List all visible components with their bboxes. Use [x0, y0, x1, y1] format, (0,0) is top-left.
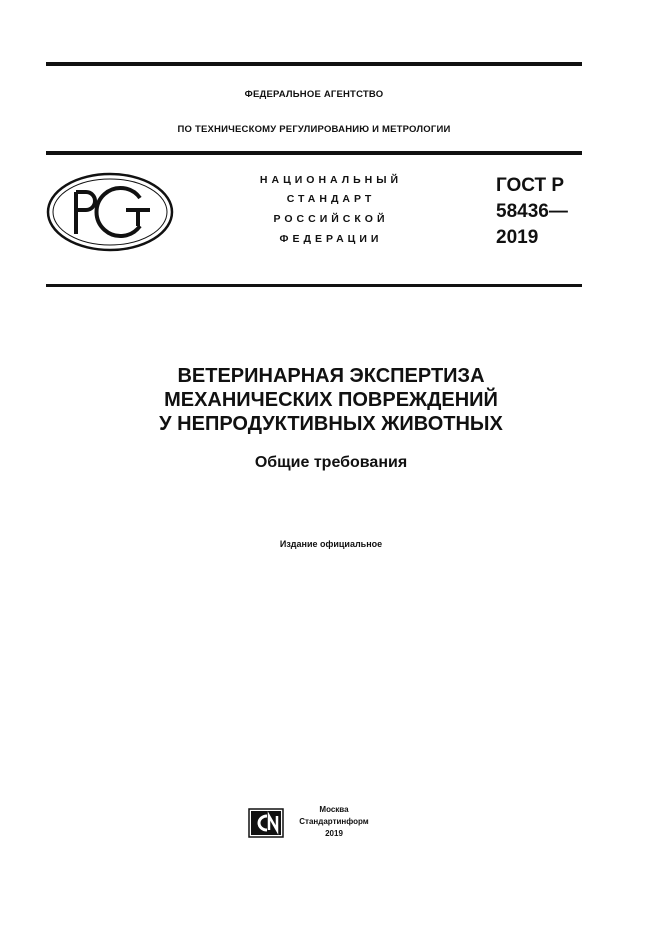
- title-line-2: МЕХАНИЧЕСКИХ ПОВРЕЖДЕНИЙ: [164, 389, 498, 411]
- publisher-name: Стандартинформ: [299, 817, 369, 826]
- designation-line-3: 2019: [496, 227, 539, 248]
- title-line-3: У НЕПРОДУКТИВНЫХ ЖИВОТНЫХ: [159, 413, 503, 435]
- block-rule: [46, 284, 582, 287]
- designation-line-2: 58436—: [496, 201, 568, 222]
- designation-line-1: ГОСТ Р: [496, 175, 565, 196]
- standard-line-3: РОССИЙСКОЙ: [273, 213, 389, 225]
- standartinform-logo-icon: [248, 808, 284, 838]
- edition-label: Издание официальное: [279, 539, 383, 549]
- agency-line-2: ПО ТЕХНИЧЕСКОМУ РЕГУЛИРОВАНИЮ И МЕТРОЛОГИИ: [177, 124, 451, 135]
- publisher-city: Москва: [319, 805, 349, 814]
- standard-line-4: ФЕДЕРАЦИИ: [279, 233, 383, 245]
- agency-line-1: ФЕДЕРАЛЬНОЕ АГЕНТСТВО: [244, 89, 384, 100]
- gost-rst-logo-icon: [46, 172, 174, 252]
- standard-line-1: НАЦИОНАЛЬНЫЙ: [259, 174, 403, 186]
- top-rule: [46, 62, 582, 66]
- standard-line-2: СТАНДАРТ: [286, 193, 376, 205]
- subtitle: Общие требования: [254, 454, 408, 471]
- title-line-1: ВЕТЕРИНАРНАЯ ЭКСПЕРТИЗА: [177, 365, 485, 387]
- header-rule: [46, 151, 582, 155]
- publisher-year: 2019: [325, 829, 343, 838]
